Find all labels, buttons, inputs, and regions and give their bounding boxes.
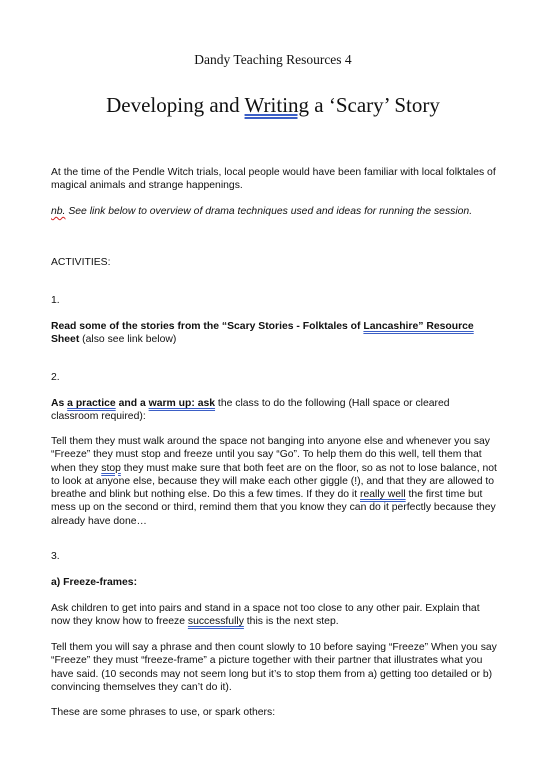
activity-3-flagged-word: successfully <box>187 616 244 628</box>
activity-1-bold-b: Sheet <box>51 334 80 346</box>
activity-2-as: As <box>51 398 68 409</box>
activity-3-heading: a) Freeze-frames: <box>51 577 138 588</box>
activity-1-rest: (also see link below) <box>79 334 177 346</box>
activity-1-number: 1. <box>51 295 60 306</box>
activity-3-paragraph-2: Tell them you will say a phrase and then count slowly to 10 before saying “Freeze” When you say “Freeze” they must “freeze-frame” a picture together with their partner that illustrates what you have said. (10 seconds may not seem long but it’s to stop them from a) getting too detailed or b) convincing themselves they can’t do it). <box>51 642 497 693</box>
title-pre: Developing and <box>106 93 245 117</box>
activity-1-bold-flagged: Lancashire” Resource <box>363 321 474 332</box>
activity-3-paragraph-1 <box>51 602 497 629</box>
activity-3-number: 3. <box>51 551 60 562</box>
intro-text: At the time of the Pendle Witch trials, local people would have been familiar with local folktales of magical animals and strange happenings. <box>51 167 496 192</box>
note-abbrev: nb. <box>51 206 66 217</box>
activity-2-practice: a practice <box>67 398 116 409</box>
activity-2-warmup: warm up: ask <box>148 398 216 409</box>
activity-2-flagged-stop: stop <box>101 462 121 474</box>
title-post: a ‘Scary’ Story <box>309 93 440 117</box>
activity-2-intro <box>51 397 497 424</box>
title-flagged-word: Writing <box>244 93 310 117</box>
activity-1-text <box>51 320 497 347</box>
activity-2-number: 2. <box>51 372 60 383</box>
activity-1-bold-a: Read some of the stories from the “Scary Stories - Folktales of <box>51 321 364 332</box>
activity-3-paragraph-3: These are some phrases to use, or spark others: <box>51 707 276 718</box>
activity-2-rest: the class to do the following (Hall space or cleared classroom required): <box>51 398 450 423</box>
note-paragraph <box>51 205 497 218</box>
page-title <box>0 93 546 118</box>
activity-3-text-b: this is the next step. <box>243 616 339 628</box>
activity-2-and: and a <box>115 398 149 409</box>
activity-2-text-c: the first time but mess up on the second or third, remind them that you know they can do it perfectly because they already have done… <box>51 489 496 527</box>
intro-paragraph <box>51 166 497 193</box>
page-header: Dandy Teaching Resources 4 <box>194 52 352 67</box>
activity-2-flagged-really: really well <box>360 489 406 501</box>
activity-2-paragraph <box>51 435 497 528</box>
activity-3-text-a: Ask children to get into pairs and stand in a space not too close to any other pair. Explain that now they know how to freeze <box>51 603 480 628</box>
activity-2-text-a: Tell them they must walk around the space not banging into anyone else and whenever you say “Freeze” they must stop and freeze until you say “Go”. To help them do this well, tell them that when they <box>51 436 490 474</box>
note-text: See link below to overview of drama techniques used and ideas for running the session. <box>65 206 473 217</box>
activities-heading: ACTIVITIES: <box>51 257 111 268</box>
activity-2-text-b: they must make sure that both feet are on the floor, so as not to lose balance, not to look at anyone else, because they will make each other giggle (!), and that they are allowed to breathe and blink but nothing else. Do this a few times. If they do it <box>51 462 497 501</box>
